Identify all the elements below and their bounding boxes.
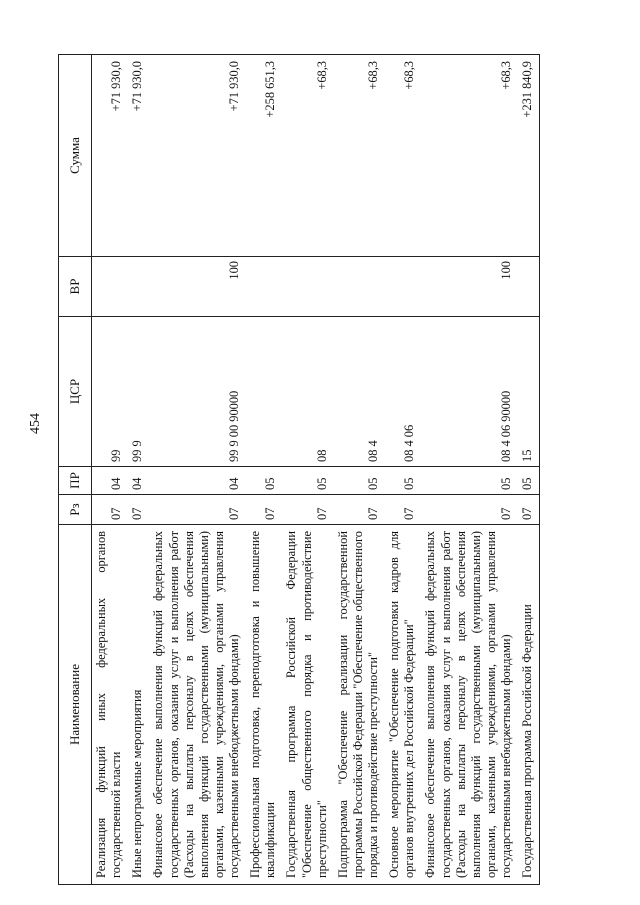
row-sum: +71 930,0: [128, 55, 149, 257]
table-row: [246, 55, 282, 885]
table-header-row: [59, 55, 92, 885]
row-sum: +68,3: [385, 55, 421, 257]
row-sum: +231 840,9: [518, 55, 540, 257]
row-sum: +71 930,0: [92, 55, 129, 257]
row-vr: [518, 257, 540, 317]
row-rz: 07: [282, 495, 333, 525]
row-rz: 07: [149, 495, 246, 525]
row-vr: [385, 257, 421, 317]
table-row: [421, 55, 518, 885]
row-pr: 04: [149, 467, 246, 495]
row-rz: 07: [246, 495, 282, 525]
page-number: 454: [28, 413, 43, 434]
table-row: [518, 55, 540, 885]
row-vr: [334, 257, 385, 317]
row-vr: 100: [421, 257, 518, 317]
header-csr: ЦСР: [59, 317, 92, 467]
table-row: [385, 55, 421, 885]
row-csr: 99 9 00 90000: [149, 317, 246, 467]
row-name: Профессиональная подготовка, переподготовка и повышение квалификации: [246, 525, 282, 885]
row-vr: 100: [149, 257, 246, 317]
row-sum: +68,3: [421, 55, 518, 257]
budget-table: [58, 54, 540, 885]
row-csr: 99 9: [128, 317, 149, 467]
row-name: Финансовое обеспечение выполнения функций федеральных государственных органов, оказания услуг и выполнения работ (Расходы на выплаты персоналу в целях обеспечения выполнения функций государственными (муниципальными) органами, казенными учреждениями, органами управления государственными внебюджетными фондами): [421, 525, 518, 885]
header-pr: ПР: [59, 467, 92, 495]
row-pr: 05: [334, 467, 385, 495]
row-sum: +71 930,0: [149, 55, 246, 257]
row-pr: 05: [518, 467, 540, 495]
row-csr: 08 4 06: [385, 317, 421, 467]
row-sum: +68,3: [282, 55, 333, 257]
row-vr: [282, 257, 333, 317]
row-pr: 04: [92, 467, 129, 495]
row-pr: 05: [282, 467, 333, 495]
table-row: [92, 55, 129, 885]
header-sum: Сумма: [59, 55, 92, 257]
row-name: Финансовое обеспечение выполнения функций федеральных государственных органов, оказания услуг и выполнения работ (Расходы на выплаты персоналу в целях обеспечения выполнения функций государственными (муниципальными) органами, казенными учреждениями, органами управления государственными внебюджетными фондами): [149, 525, 246, 885]
row-rz: 07: [334, 495, 385, 525]
table-row: [149, 55, 246, 885]
row-pr: 05: [421, 467, 518, 495]
row-rz: 07: [92, 495, 129, 525]
header-vr: ВР: [59, 257, 92, 317]
row-vr: [92, 257, 129, 317]
row-pr: 05: [246, 467, 282, 495]
row-rz: 07: [385, 495, 421, 525]
row-csr: 08 4 06 90000: [421, 317, 518, 467]
row-vr: [246, 257, 282, 317]
row-pr: 04: [128, 467, 149, 495]
row-rz: 07: [128, 495, 149, 525]
row-name: Подпрограмма "Обеспечение реализации государственной программы Российской Федерации "Обеспечение общественного порядка и противодействие преступности": [334, 525, 385, 885]
row-name: Государственная программа Российской Федерации "Обеспечение общественного порядка и противодействие преступности": [282, 525, 333, 885]
row-pr: 05: [385, 467, 421, 495]
row-csr: [246, 317, 282, 467]
row-csr: 15: [518, 317, 540, 467]
header-rz: Рз: [59, 495, 92, 525]
row-csr: 08: [282, 317, 333, 467]
row-sum: +68,3: [334, 55, 385, 257]
table-row: [282, 55, 333, 885]
row-sum: +258 651,3: [246, 55, 282, 257]
header-name: Наименование: [59, 525, 92, 885]
row-name: Реализация функций иных федеральных органов государственной власти: [92, 525, 129, 885]
row-rz: 07: [518, 495, 540, 525]
row-vr: [128, 257, 149, 317]
row-name: Иные непрограммные мероприятия: [128, 525, 149, 885]
row-name: Государственная программа Российской Федерации: [518, 525, 540, 885]
row-name: Основное мероприятие "Обеспечение подготовки кадров для органов внутренних дел Российской Федерации": [385, 525, 421, 885]
row-csr: 08 4: [334, 317, 385, 467]
row-rz: 07: [421, 495, 518, 525]
row-csr: 99: [92, 317, 129, 467]
table-row: [128, 55, 149, 885]
rotated-document: [58, 55, 588, 885]
table-row: [334, 55, 385, 885]
